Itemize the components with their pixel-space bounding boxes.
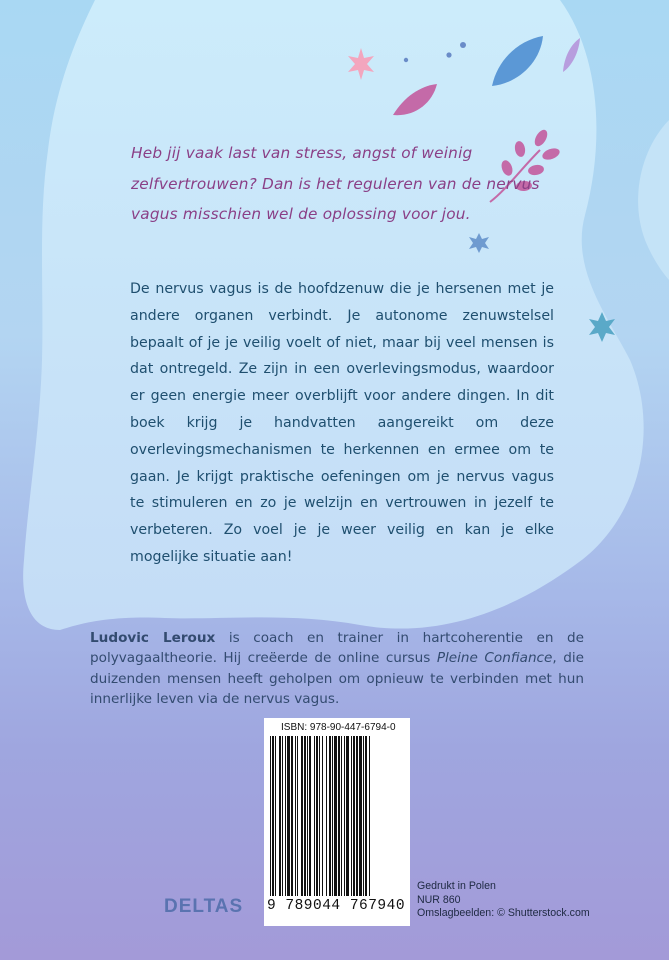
- barcode-bar: [326, 736, 327, 896]
- barcode-bar: [291, 736, 293, 896]
- barcode-bar: [359, 736, 362, 896]
- publisher-logo: DELTAS: [164, 896, 244, 917]
- barcode-bar: [295, 736, 296, 896]
- barcode-bar: [353, 736, 355, 896]
- barcode-bar: [322, 736, 323, 896]
- barcode-bar: [287, 736, 290, 896]
- barcode-bar: [341, 736, 342, 896]
- barcode-digits: 9 789044 767940: [267, 898, 406, 914]
- barcode-bar: [334, 736, 337, 896]
- barcode-bar: [319, 736, 320, 896]
- book-description: De nervus vagus is de hoofdzenuw die je hersenen met je andere organen verbindt. Je autonome zenuwstelsel bepaalt of je je veilig voelt of niet, maar bij veel mensen is dat ontregeld. Ze zijn in een overlevingsmodus, waardoor er geen energie meer overblijft voor andere dingen. In dit boek krijg je handvatten aangereikt om deze overlevingsmechanismen te herkennen en ermee om te gaan. Je krijgt praktische oefeningen om je nervus vagus te stimuleren en zo je welzijn en vertrouwen in jezelf te verbeteren. Zo voel je je weer veilig en kan je elke mogelijke situatie aan!: [130, 281, 554, 565]
- barcode-bar: [270, 736, 271, 896]
- barcode-bar: [346, 736, 349, 896]
- course-name: Pleine Confiance: [436, 650, 553, 667]
- printed-in: Gedrukt in Polen: [417, 880, 496, 892]
- barcode-bar: [351, 736, 352, 896]
- barcode-bar: [297, 736, 298, 896]
- barcode-bar: [307, 736, 308, 896]
- barcode-bar: [304, 736, 306, 896]
- barcode-bar: [363, 736, 364, 896]
- barcode-bars: [268, 736, 406, 900]
- bio-text-end: , die duizenden mensen heeft geholpen om opnieuw te verbinden met hun innerlijke leven via de nervus vagus.: [90, 650, 585, 708]
- barcode-bar: [272, 736, 274, 896]
- barcode-bar: [356, 736, 358, 896]
- tagline: Heb jij vaak last van stress, angst of weinig zelfvertrouwen? Dan is het reguleren van de nervus vagus misschien wel de oplossing voor jou.: [131, 144, 540, 224]
- author-bio: [90, 628, 584, 710]
- barcode-bar: [344, 736, 345, 896]
- barcode-bar: [369, 736, 370, 896]
- dot-icon: [446, 52, 451, 57]
- barcode-bar: [365, 736, 367, 896]
- barcode-bar: [309, 736, 311, 896]
- dot-icon: [404, 58, 408, 62]
- barcode-bar: [314, 736, 315, 896]
- barcode-bar: [332, 736, 333, 896]
- barcode-bar: [275, 736, 276, 896]
- isbn-barcode: [264, 718, 410, 926]
- bio-text-start: is coach en trainer in hartcoherentie en de polyvagaaltheorie. Hij creëerde de online cursus: [90, 630, 584, 667]
- isbn-label: ISBN: 978-90-447-6794-0: [281, 722, 396, 733]
- barcode-bar: [279, 736, 281, 896]
- barcode-bar: [282, 736, 283, 896]
- barcode-bar: [316, 736, 318, 896]
- barcode-bar: [285, 736, 286, 896]
- barcode-bar: [301, 736, 303, 896]
- nur-code: NUR 860: [417, 893, 461, 906]
- dot-icon: [460, 42, 466, 48]
- right-edge-blob: [638, 120, 669, 280]
- barcode-bar: [329, 736, 331, 896]
- image-credits: Omslagbeelden: © Shutterstock.com: [417, 907, 590, 920]
- print-info: [417, 880, 590, 921]
- author-name: Ludovic Leroux: [90, 630, 216, 646]
- barcode-bar: [338, 736, 340, 896]
